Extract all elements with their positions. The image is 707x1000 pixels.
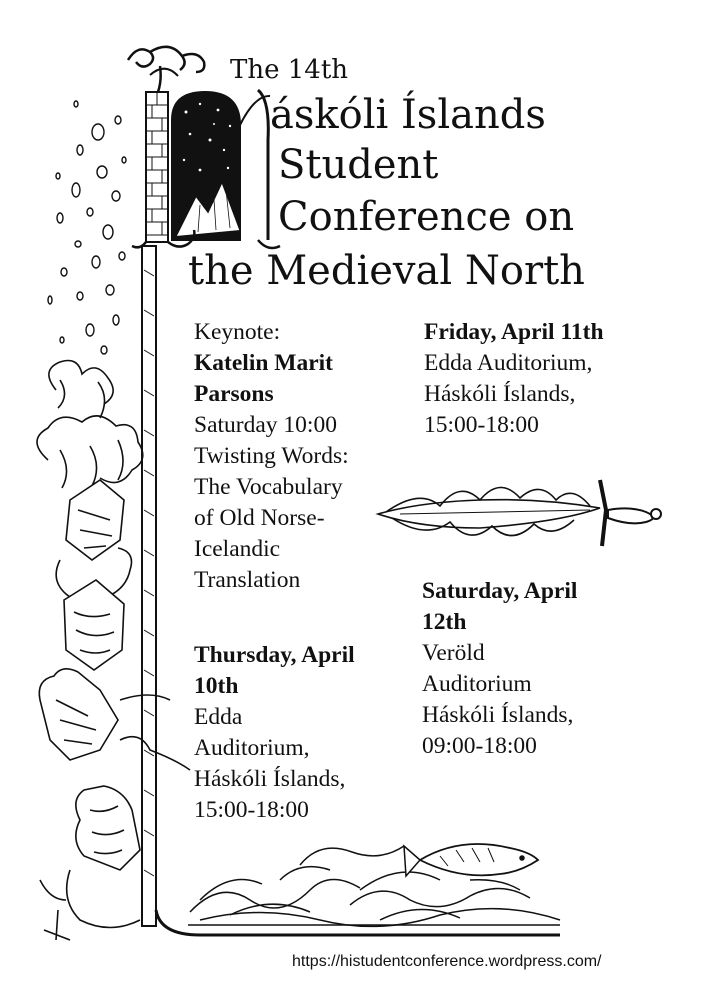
saturday-venue-line1: Veröld xyxy=(422,640,485,666)
beasts-and-smoke xyxy=(37,361,190,941)
friday-venue-line2: Háskóli Íslands, xyxy=(424,381,576,407)
saturday-venue-line3: Háskóli Íslands, xyxy=(422,702,574,728)
title-line-conference: Conference on xyxy=(278,194,575,240)
title-line-edition: The 14th xyxy=(230,55,349,85)
friday-heading: Friday, April 11th xyxy=(424,319,604,345)
keynote-speaker-line2: Parsons xyxy=(194,381,274,407)
waves-and-fish xyxy=(190,844,560,926)
thursday-hours: 15:00-18:00 xyxy=(194,797,309,823)
thursday-venue-line2: Auditorium, xyxy=(194,735,310,761)
keynote-label: Keynote: xyxy=(194,319,281,345)
thursday-heading-line2: 10th xyxy=(194,673,239,699)
saturday-venue-line2: Auditorium xyxy=(422,671,532,697)
saturday-heading-line1: Saturday, April xyxy=(422,578,578,604)
bubbles xyxy=(48,101,126,354)
website-link[interactable]: https://histudentconference.wordpress.com/ xyxy=(292,953,602,970)
thursday-venue-line3: Háskóli Íslands, xyxy=(194,766,346,792)
saturday-block xyxy=(422,576,577,762)
thursday-heading-line1: Thursday, April xyxy=(194,642,355,668)
keynote-talk-line3: of Old Norse- xyxy=(194,505,325,531)
keynote-talk-line5: Translation xyxy=(194,567,301,593)
friday-hours: 15:00-18:00 xyxy=(424,412,539,438)
saturday-heading-line2: 12th xyxy=(422,609,467,635)
keynote-time: Saturday 10:00 xyxy=(194,412,337,438)
flaming-sword xyxy=(378,480,661,546)
thursday-block xyxy=(194,640,355,826)
keynote-talk-line2: The Vocabulary xyxy=(194,474,343,500)
friday-venue-line1: Edda Auditorium, xyxy=(424,350,593,376)
title-line-university: áskóli Íslands xyxy=(270,92,546,138)
thursday-venue-line1: Edda xyxy=(194,704,243,730)
saturday-hours: 09:00-18:00 xyxy=(422,733,537,759)
keynote-speaker-line1: Katelin Marit xyxy=(194,350,334,376)
title-line-medieval-north: the Medieval North xyxy=(188,248,585,294)
keynote-talk-line1: Twisting Words: xyxy=(194,443,349,469)
title-line-student: Student xyxy=(278,142,439,188)
keynote-block xyxy=(194,317,349,596)
friday-block xyxy=(424,317,604,441)
keynote-talk-line4: Icelandic xyxy=(194,536,281,562)
